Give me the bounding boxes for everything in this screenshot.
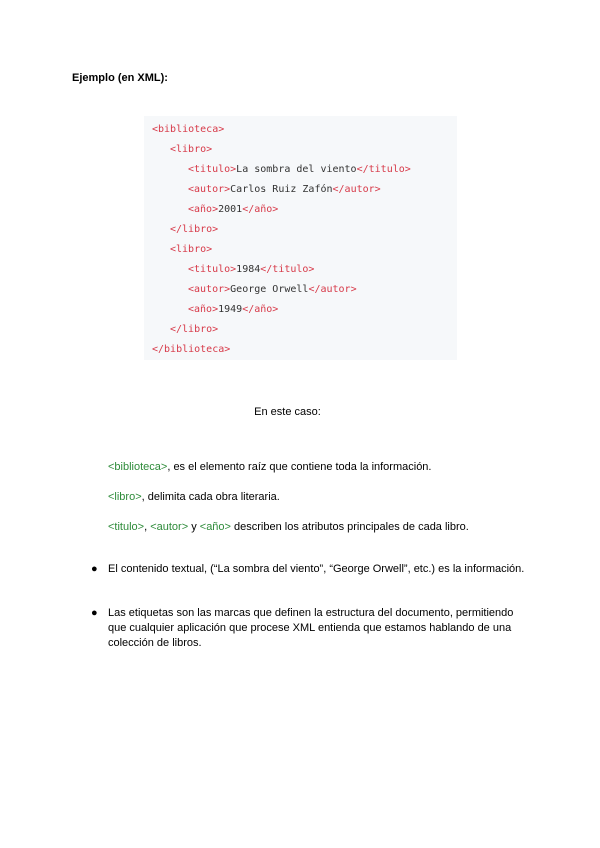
- list-item: El contenido textual, (“La sombra del viento”, “George Orwell”, etc.) es la información.: [108, 563, 525, 575]
- list-item: Las etiquetas son las marcas que definen la estructura del documento, permitiendo que cualquier aplicación que procese XML entienda que estamos hablando de una colección de libros.: [108, 607, 514, 649]
- code-tag: <titulo>: [188, 164, 237, 175]
- code-line: [188, 204, 278, 216]
- case-label: En este caso:: [254, 406, 321, 418]
- code-tag: </autor>: [332, 184, 381, 195]
- desc-text: describen los atributos principales de cada libro.: [230, 521, 469, 533]
- xml-tag-titulo: <titulo>: [108, 521, 145, 533]
- code-tag: <biblioteca>: [152, 124, 225, 135]
- code-tag: </libro>: [170, 324, 219, 335]
- code-tag: </titulo>: [356, 164, 411, 175]
- xml-tag-autor: <autor>: [150, 521, 189, 533]
- code-line: [170, 144, 212, 156]
- bullet-icon: ●: [91, 563, 98, 575]
- code-tag: <libro>: [170, 144, 213, 155]
- code-text: La sombra del viento: [236, 164, 357, 175]
- code-text: Carlos Ruiz Zafón: [230, 184, 333, 195]
- page-title: Ejemplo (en XML):: [72, 72, 168, 84]
- code-line: [170, 224, 218, 236]
- desc-libro: [108, 490, 280, 504]
- code-tag: </titulo>: [260, 264, 315, 275]
- code-line: [188, 184, 381, 196]
- code-tag: <titulo>: [188, 264, 237, 275]
- code-line: [188, 264, 314, 276]
- code-text: George Orwell: [230, 284, 309, 295]
- desc-text: ,: [144, 521, 151, 533]
- code-line: [170, 244, 212, 256]
- code-tag: </año>: [242, 204, 279, 215]
- code-text: 1949: [218, 304, 243, 315]
- code-tag: </libro>: [170, 224, 219, 235]
- xml-tag-anio: <año>: [199, 521, 231, 533]
- code-tag: <libro>: [170, 244, 213, 255]
- desc-attributes: [108, 520, 469, 534]
- code-line: [170, 324, 218, 336]
- code-line: [152, 124, 224, 136]
- code-tag: <año>: [188, 204, 219, 215]
- code-tag: </biblioteca>: [152, 344, 231, 355]
- code-tag: <año>: [188, 304, 219, 315]
- code-line: [188, 284, 357, 296]
- desc-text: y: [188, 521, 200, 533]
- code-tag: </año>: [242, 304, 279, 315]
- code-tag: </autor>: [308, 284, 357, 295]
- code-text: 2001: [218, 204, 243, 215]
- code-line: [188, 304, 278, 316]
- xml-code-block: [144, 116, 457, 360]
- desc-text: , es el elemento raíz que contiene toda la información.: [167, 461, 432, 473]
- code-tag: <autor>: [188, 284, 231, 295]
- desc-text: , delimita cada obra literaria.: [141, 491, 280, 503]
- bullet-icon: ●: [91, 607, 98, 619]
- code-line: [188, 164, 411, 176]
- code-text: 1984: [236, 264, 261, 275]
- code-line: [152, 344, 230, 356]
- code-tag: <autor>: [188, 184, 231, 195]
- xml-tag-biblioteca: <biblioteca>: [108, 461, 168, 473]
- desc-root: [108, 460, 431, 474]
- xml-tag-libro: <libro>: [108, 491, 142, 503]
